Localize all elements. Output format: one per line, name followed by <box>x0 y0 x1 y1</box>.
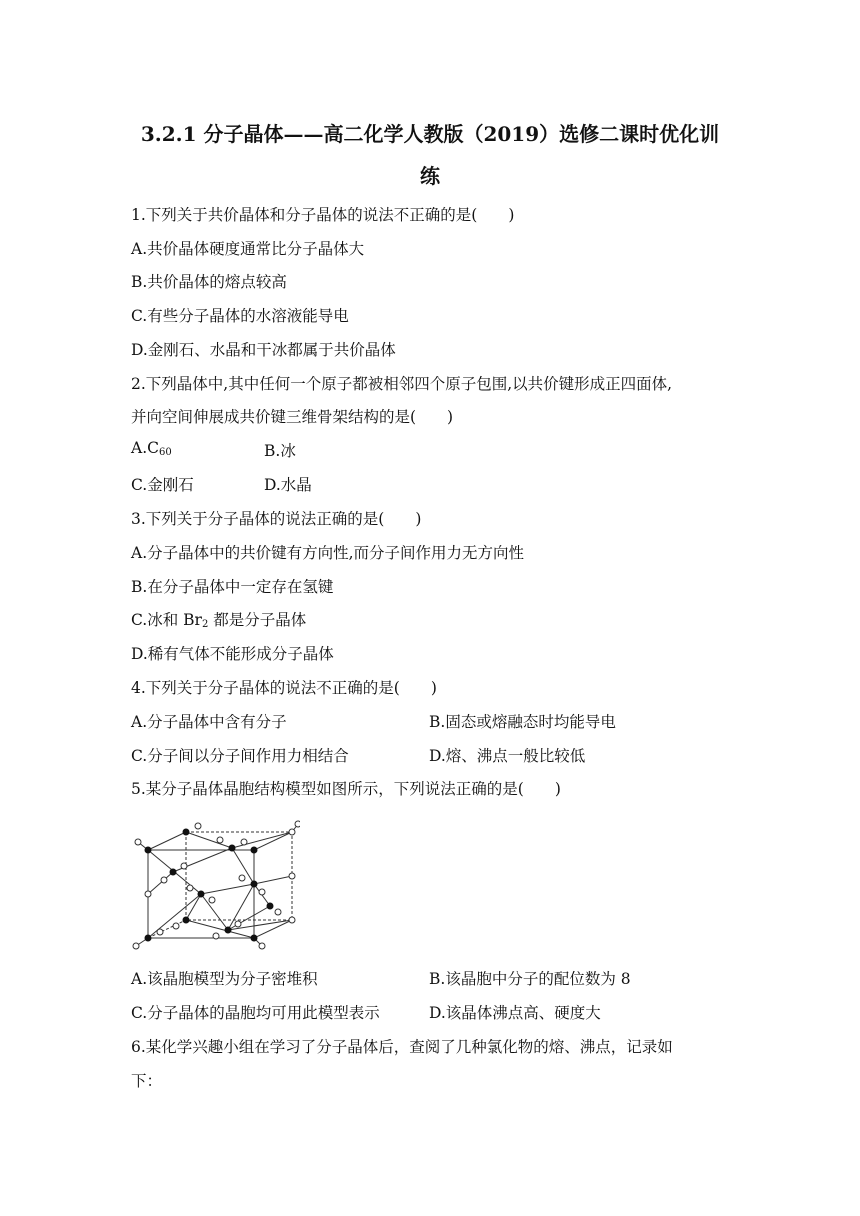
question-4-option-b: B.固态或熔融态时均能导电 <box>429 713 616 731</box>
question-5-option-a: A.该晶胞模型为分子密堆积 <box>131 970 318 988</box>
question-5-option-b: B.该晶胞中分子的配位数为 8 <box>429 970 631 988</box>
question-6-stem-line1: 6.某化学兴趣小组在学习了分子晶体后，查阅了几种氯化物的熔、沸点，记录如 <box>131 1038 673 1056</box>
question-2-stem-line1: 2.下列晶体中,其中任何一个原子都被相邻四个原子包围,以共价键形成正四面体, <box>131 375 673 393</box>
question-5-stem: 5.某分子晶体晶胞结构模型如图所示，下列说法正确的是( ) <box>131 780 561 798</box>
option-c-text: C.冰和 Br <box>131 611 202 629</box>
question-4-option-c: C.分子间以分子间作用力相结合 <box>131 747 349 765</box>
subscript: 60 <box>158 447 172 458</box>
question-3-option-a: A.分子晶体中的共价键有方向性,而分子间作用力无方向性 <box>131 544 525 562</box>
question-4-stem: 4.下列关于分子晶体的说法不正确的是( ) <box>131 679 437 697</box>
question-5-option-d: D.该晶体沸点高、硬度大 <box>429 1004 601 1022</box>
subscript: 2 <box>201 619 209 630</box>
question-3-option-c <box>131 608 306 630</box>
question-1-option-b: B.共价晶体的熔点较高 <box>131 273 287 291</box>
question-4-option-a: A.分子晶体中含有分子 <box>131 713 287 731</box>
document-title-line2: 练 <box>420 164 440 188</box>
question-2-option-d: D.水晶 <box>264 476 312 494</box>
question-1-option-d: D.金刚石、水晶和干冰都属于共价晶体 <box>131 341 396 359</box>
question-2-stem-line2: 并向空间伸展成共价键三维骨架结构的是( ) <box>131 408 454 426</box>
question-3-option-b: B.在分子晶体中一定存在氢键 <box>131 578 334 596</box>
question-2-option-a <box>131 439 172 458</box>
question-4-option-d: D.熔、沸点一般比较低 <box>429 747 586 765</box>
question-3-option-d: D.稀有气体不能形成分子晶体 <box>131 645 334 663</box>
question-2-option-c: C.金刚石 <box>131 476 194 494</box>
question-1-option-c: C.有些分子晶体的水溶液能导电 <box>131 307 349 325</box>
question-2-option-b: B.冰 <box>264 442 296 460</box>
question-5-option-c: C.分子晶体的晶胞均可用此模型表示 <box>131 1004 380 1022</box>
question-1-option-a: A.共价晶体硬度通常比分子晶体大 <box>131 240 365 258</box>
option-a-text: A.C <box>131 439 159 457</box>
option-c-suffix: 都是分子晶体 <box>208 611 307 629</box>
question-1-stem: 1.下列关于共价晶体和分子晶体的说法不正确的是( ) <box>131 206 515 224</box>
question-3-stem: 3.下列关于分子晶体的说法正确的是( ) <box>131 510 422 528</box>
document-title-line1: 3.2.1 分子晶体——高二化学人教版（2019）选修二课时优化训 <box>140 122 720 146</box>
question-6-stem-line2: 下： <box>131 1072 163 1090</box>
crystal-cell-figure <box>128 812 300 954</box>
